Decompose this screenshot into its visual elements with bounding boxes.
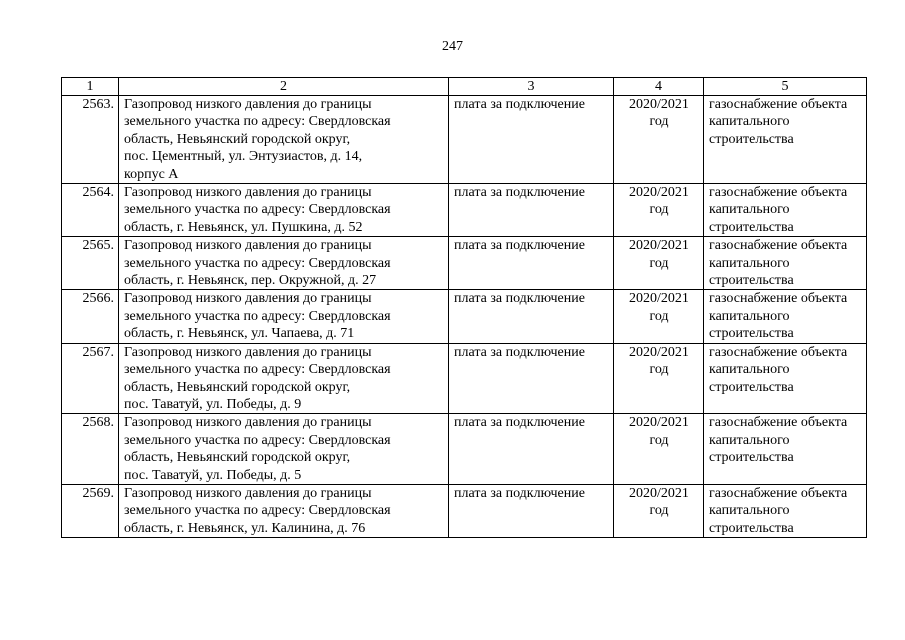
goal-line: газоснабжение объекта (709, 485, 848, 501)
table-row (62, 237, 867, 290)
goal-cell (704, 414, 867, 485)
goal-line: газоснабжение объекта (709, 97, 848, 112)
source-type-cell: плата за подключение (449, 237, 614, 290)
year-line: 2020/2021 (629, 238, 689, 254)
year-line: 2020/2021 (629, 344, 689, 360)
table-header-row (62, 78, 867, 96)
object-name-line: пос. Таватуй, ул. Победы, д. 5 (124, 467, 302, 483)
goal-cell (704, 96, 867, 184)
object-name-line: Газопровод низкого давления до границы (124, 185, 372, 201)
object-name-cell (119, 96, 449, 184)
object-name-line: земельного участка по адресу: Свердловская (124, 308, 391, 324)
source-type-cell: плата за подключение (449, 414, 614, 485)
row-number-cell: 2566. (62, 290, 119, 343)
year-cell (614, 414, 704, 485)
object-name-cell (119, 184, 449, 237)
source-type-cell: плата за подключение (449, 184, 614, 237)
year-cell (614, 484, 704, 537)
year-line: 2020/2021 (629, 97, 689, 112)
table-row (62, 343, 867, 414)
row-number-cell: 2568. (62, 414, 119, 485)
object-name-line: Газопровод низкого давления до границы (124, 97, 372, 112)
object-name-line: земельного участка по адресу: Свердловская (124, 202, 391, 218)
table-row (62, 290, 867, 343)
goal-line: газоснабжение объекта (709, 238, 848, 254)
object-name-line: земельного участка по адресу: Свердловская (124, 255, 391, 271)
object-name-line: земельного участка по адресу: Свердловская (124, 114, 391, 130)
goal-line: строительства (709, 219, 794, 235)
goal-line: газоснабжение объекта (709, 185, 848, 201)
table-row (62, 414, 867, 485)
object-name-line: корпус А (124, 166, 179, 182)
goal-cell (704, 484, 867, 537)
object-name-line: область, г. Невьянск, ул. Пушкина, д. 52 (124, 219, 363, 235)
column-header-1: 1 (62, 78, 119, 96)
goal-cell (704, 184, 867, 237)
object-name-line: земельного участка по адресу: Свердловская (124, 362, 391, 378)
year-line: 2020/2021 (629, 485, 689, 501)
goal-line: строительства (709, 326, 794, 342)
object-name-line: область, Невьянский городской округ, (124, 450, 351, 466)
year-line: год (649, 432, 669, 448)
year-line: 2020/2021 (629, 291, 689, 307)
row-number-cell: 2569. (62, 484, 119, 537)
object-name-line: пос. Цементный, ул. Энтузиастов, д. 14, (124, 149, 363, 165)
table-row (62, 484, 867, 537)
table-row (62, 184, 867, 237)
object-name-line: Газопровод низкого давления до границы (124, 344, 372, 360)
year-line: год (649, 503, 669, 519)
object-name-line: область, г. Невьянск, ул. Калинина, д. 76 (124, 520, 366, 536)
year-cell (614, 237, 704, 290)
year-line: год (649, 308, 669, 324)
year-line: год (649, 114, 669, 130)
column-header-2: 2 (119, 78, 449, 96)
source-type-cell: плата за подключение (449, 96, 614, 184)
object-name-cell (119, 484, 449, 537)
goal-line: капитального (709, 503, 790, 519)
page-number: 247 (442, 39, 463, 54)
goal-line: строительства (709, 379, 794, 395)
year-line: год (649, 255, 669, 271)
object-name-cell (119, 290, 449, 343)
year-line: 2020/2021 (629, 415, 689, 431)
table-row (62, 96, 867, 184)
goal-line: капитального (709, 362, 790, 378)
object-name-cell (119, 414, 449, 485)
row-number-cell: 2567. (62, 343, 119, 414)
source-type-cell: плата за подключение (449, 290, 614, 343)
goal-cell (704, 237, 867, 290)
year-line: год (649, 362, 669, 378)
goal-cell (704, 343, 867, 414)
year-cell (614, 343, 704, 414)
table-body (62, 96, 867, 538)
goal-line: газоснабжение объекта (709, 344, 848, 360)
object-name-line: область, г. Невьянск, ул. Чапаева, д. 71 (124, 326, 355, 342)
source-type-cell: плата за подключение (449, 343, 614, 414)
object-name-cell (119, 237, 449, 290)
column-header-4: 4 (614, 78, 704, 96)
object-name-line: область, Невьянский городской округ, (124, 379, 351, 395)
goal-line: строительства (709, 131, 794, 147)
source-type-cell: плата за подключение (449, 484, 614, 537)
row-number-cell: 2565. (62, 237, 119, 290)
goal-line: капитального (709, 308, 790, 324)
object-name-line: пос. Таватуй, ул. Победы, д. 9 (124, 396, 302, 412)
object-name-line: область, г. Невьянск, пер. Окружной, д. 27 (124, 273, 377, 289)
year-line: 2020/2021 (629, 185, 689, 201)
goal-line: строительства (709, 450, 794, 466)
year-cell (614, 290, 704, 343)
year-cell (614, 184, 704, 237)
year-cell (614, 96, 704, 184)
row-number-cell: 2564. (62, 184, 119, 237)
goal-line: строительства (709, 273, 794, 289)
column-header-3: 3 (449, 78, 614, 96)
object-name-line: область, Невьянский городской округ, (124, 131, 351, 147)
goal-line: капитального (709, 202, 790, 218)
column-header-5: 5 (704, 78, 867, 96)
object-name-line: Газопровод низкого давления до границы (124, 485, 372, 501)
goal-cell (704, 290, 867, 343)
year-line: год (649, 202, 669, 218)
object-name-line: Газопровод низкого давления до границы (124, 291, 372, 307)
object-name-cell (119, 343, 449, 414)
object-name-line: земельного участка по адресу: Свердловская (124, 432, 391, 448)
goal-line: капитального (709, 114, 790, 130)
row-number-cell: 2563. (62, 96, 119, 184)
goal-line: капитального (709, 255, 790, 271)
goal-line: газоснабжение объекта (709, 415, 848, 431)
goal-line: строительства (709, 520, 794, 536)
object-name-line: Газопровод низкого давления до границы (124, 415, 372, 431)
object-name-line: земельного участка по адресу: Свердловская (124, 503, 391, 519)
goal-line: газоснабжение объекта (709, 291, 848, 307)
goal-line: капитального (709, 432, 790, 448)
investment-program-table (61, 77, 867, 538)
object-name-line: Газопровод низкого давления до границы (124, 238, 372, 254)
